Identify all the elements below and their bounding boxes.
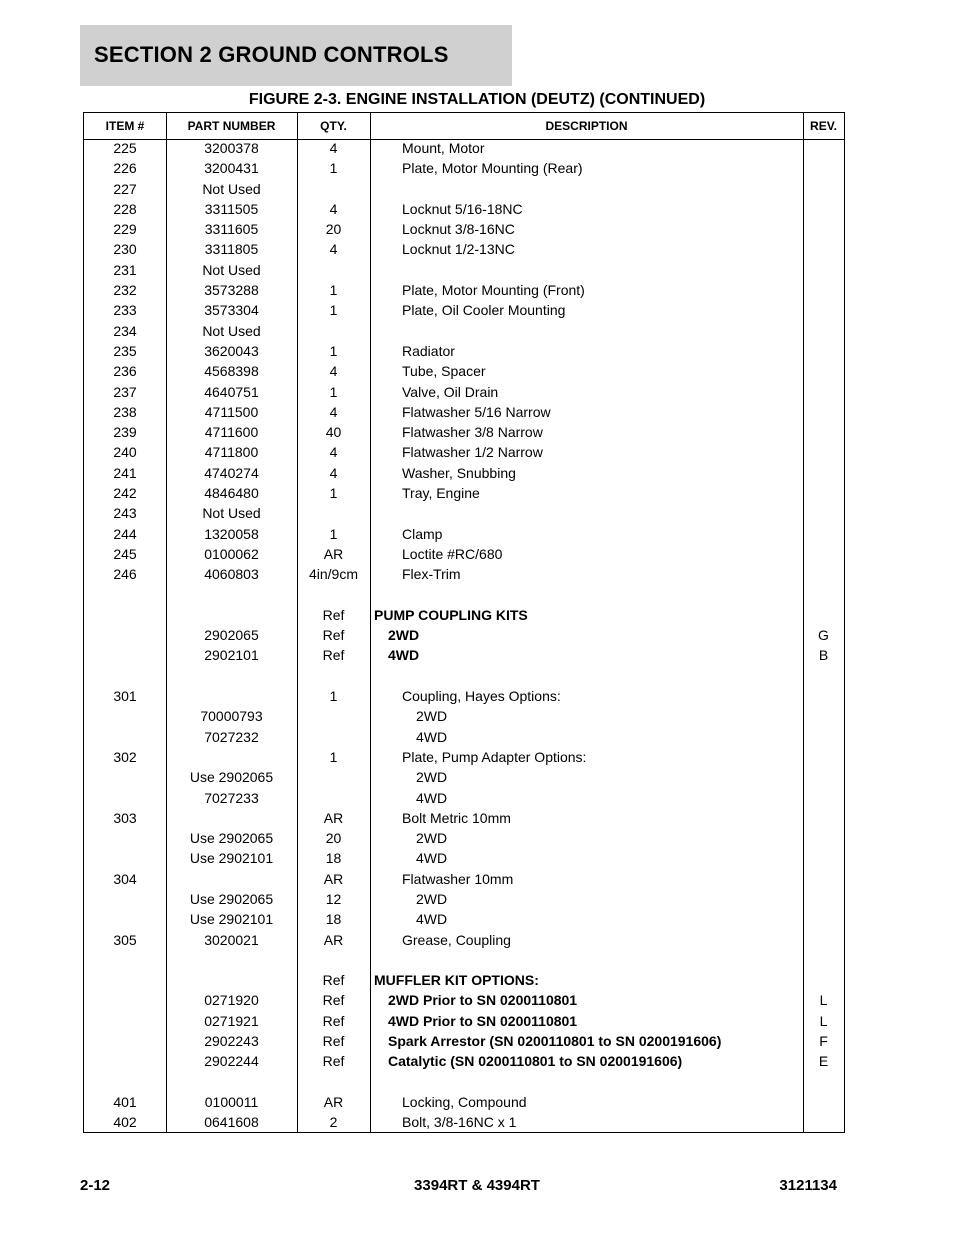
table-row: [84, 343, 844, 363]
description-cell: Catalytic (SN 0200110801 to SN 0200191606): [388, 1053, 683, 1070]
item-cell: 244: [113, 525, 137, 542]
part-number-cell: 4711600: [204, 424, 259, 441]
table-row: [84, 790, 844, 810]
parts-table: [83, 112, 845, 1133]
rev-cell: L: [819, 992, 828, 1009]
table-row: [84, 932, 844, 952]
part-number-cell: Not Used: [202, 180, 261, 197]
item-cell: 236: [113, 363, 137, 380]
table-row: [84, 485, 844, 505]
part-number-cell: 4640751: [204, 383, 259, 400]
rev-cell: B: [818, 647, 829, 664]
qty-cell: Ref: [322, 606, 345, 623]
table-row: [84, 566, 844, 586]
item-cell: 239: [113, 424, 137, 441]
table-row: [84, 160, 844, 180]
item-cell: 301: [113, 688, 137, 705]
description-cell: 4WD: [416, 789, 448, 806]
part-number-cell: 4568398: [204, 363, 259, 380]
part-number-cell: 3200378: [204, 140, 259, 156]
description-cell: 4WD: [388, 647, 420, 664]
description-cell: Flatwasher 1/2 Narrow: [402, 444, 543, 461]
description-cell: MUFFLER KIT OPTIONS:: [374, 972, 539, 989]
description-cell: 4WD: [416, 728, 448, 745]
table-row: [84, 241, 844, 261]
part-number-cell: 7027232: [204, 728, 259, 745]
qty-cell: 4: [329, 444, 338, 461]
qty-cell: AR: [323, 931, 344, 948]
description-cell: Clamp: [402, 525, 443, 542]
header-item: ITEM #: [105, 119, 145, 133]
part-number-cell: 4060803: [204, 566, 259, 583]
qty-cell: 18: [325, 911, 342, 928]
item-cell: 242: [113, 485, 137, 502]
table-row: [84, 850, 844, 870]
qty-cell: Ref: [322, 1033, 345, 1050]
description-cell: 2WD: [416, 769, 448, 786]
table-row: [84, 363, 844, 383]
table-row: [84, 647, 844, 667]
qty-cell: AR: [323, 545, 344, 562]
item-cell: 234: [113, 322, 137, 339]
description-cell: Locking, Compound: [402, 1093, 527, 1110]
description-cell: Flatwasher 3/8 Narrow: [402, 424, 543, 441]
table-row: [84, 505, 844, 525]
part-number-cell: 3020021: [204, 931, 259, 948]
table-row: [84, 729, 844, 749]
qty-cell: AR: [323, 870, 344, 887]
part-number-cell: 4846480: [204, 485, 259, 502]
table-row: [84, 181, 844, 201]
part-number-cell: 7027233: [204, 789, 259, 806]
qty-cell: 1: [329, 383, 338, 400]
item-cell: 226: [113, 160, 137, 177]
table-row: [84, 323, 844, 343]
description-cell: Plate, Oil Cooler Mounting: [402, 302, 566, 319]
table-row: [84, 972, 844, 992]
item-cell: 402: [113, 1114, 137, 1131]
part-number-cell: 3311605: [204, 221, 259, 238]
table-row: [84, 404, 844, 424]
item-cell: 241: [113, 464, 137, 481]
item-cell: 303: [113, 809, 137, 826]
description-cell: Plate, Motor Mounting (Front): [402, 282, 585, 299]
description-cell: Bolt, 3/8-16NC x 1: [402, 1114, 517, 1131]
part-number-cell: 3573288: [204, 282, 259, 299]
qty-cell: 4: [329, 464, 338, 481]
table-row: [84, 607, 844, 627]
table-row: [84, 221, 844, 241]
description-cell: 2WD: [416, 708, 448, 725]
qty-cell: Ref: [322, 647, 345, 664]
header-part-number: PART NUMBER: [187, 119, 276, 133]
description-cell: Locknut 1/2-13NC: [402, 241, 515, 258]
qty-cell: AR: [323, 1093, 344, 1110]
table-row: [84, 810, 844, 830]
section-banner: [80, 25, 512, 86]
item-cell: 231: [113, 261, 137, 278]
qty-cell: 40: [325, 424, 342, 441]
table-row: [84, 668, 844, 688]
description-cell: Radiator: [402, 342, 455, 359]
part-number-cell: 3200431: [204, 160, 259, 177]
part-number-cell: 0100062: [204, 545, 259, 562]
rev-cell: F: [819, 1033, 828, 1050]
item-cell: 228: [113, 200, 137, 217]
table-row: [84, 1013, 844, 1033]
table-row: [84, 526, 844, 546]
part-number-cell: Not Used: [202, 261, 261, 278]
item-cell: 401: [113, 1093, 137, 1110]
table-row: [84, 1094, 844, 1114]
table-row: [84, 1114, 844, 1134]
qty-cell: 12: [325, 890, 342, 907]
description-cell: Valve, Oil Drain: [402, 383, 499, 400]
item-cell: 227: [113, 180, 137, 197]
table-row: [84, 587, 844, 607]
footer-page-number: 2-12: [80, 1177, 111, 1194]
part-number-cell: 0271920: [204, 992, 259, 1009]
table-row: [84, 140, 844, 160]
part-number-cell: 0100011: [204, 1093, 259, 1110]
description-cell: Spark Arrestor (SN 0200110801 to SN 0200191606): [388, 1033, 722, 1050]
table-row: [84, 302, 844, 322]
item-cell: 240: [113, 444, 137, 461]
table-row: [84, 1053, 844, 1073]
part-number-cell: 3620043: [204, 342, 259, 359]
item-cell: 232: [113, 282, 137, 299]
table-row: [84, 546, 844, 566]
item-cell: 235: [113, 342, 137, 359]
table-row: [84, 992, 844, 1012]
description-cell: Locknut 5/16-18NC: [402, 200, 523, 217]
part-number-cell: Use 2902065: [189, 769, 274, 786]
description-cell: 2WD Prior to SN 0200110801: [388, 992, 578, 1009]
part-number-cell: 1320058: [204, 525, 259, 542]
table-row: [84, 1033, 844, 1053]
footer-doc-number: 3121134: [779, 1177, 837, 1194]
table-row: [84, 891, 844, 911]
description-cell: PUMP COUPLING KITS: [374, 606, 528, 623]
table-row: [84, 465, 844, 485]
description-cell: Flex-Trim: [402, 566, 461, 583]
qty-cell: Ref: [322, 627, 345, 644]
qty-cell: 1: [329, 688, 338, 705]
description-cell: Coupling, Hayes Options:: [402, 688, 561, 705]
description-cell: Plate, Pump Adapter Options:: [402, 748, 587, 765]
qty-cell: Ref: [322, 1053, 345, 1070]
description-cell: Grease, Coupling: [402, 931, 511, 948]
part-number-cell: 2902065: [204, 627, 259, 644]
description-cell: 4WD Prior to SN 0200110801: [388, 1012, 578, 1029]
qty-cell: 20: [325, 221, 342, 238]
header-qty: QTY.: [320, 119, 347, 133]
part-number-cell: 3311805: [204, 241, 259, 258]
rev-cell: G: [818, 627, 829, 644]
table-row: [84, 444, 844, 464]
item-cell: 246: [113, 566, 137, 583]
qty-cell: Ref: [322, 992, 345, 1009]
qty-cell: 1: [329, 525, 338, 542]
table-body: [84, 140, 844, 1135]
rev-cell: E: [818, 1053, 829, 1070]
part-number-cell: 0641608: [204, 1114, 259, 1131]
qty-cell: 1: [329, 160, 338, 177]
footer-model: 3394RT & 4394RT: [414, 1177, 540, 1194]
qty-cell: 1: [329, 748, 338, 765]
description-cell: Flatwasher 10mm: [402, 870, 514, 887]
part-number-cell: 3311505: [204, 200, 259, 217]
table-row: [84, 708, 844, 728]
part-number-cell: Use 2902101: [189, 911, 274, 928]
part-number-cell: 70000793: [200, 708, 263, 725]
description-cell: Tube, Spacer: [402, 363, 486, 380]
qty-cell: Ref: [322, 972, 345, 989]
item-cell: 230: [113, 241, 137, 258]
part-number-cell: 2902244: [204, 1053, 259, 1070]
table-row: [84, 952, 844, 972]
description-cell: Plate, Motor Mounting (Rear): [402, 160, 583, 177]
qty-cell: 1: [329, 485, 338, 502]
qty-cell: 4: [329, 403, 338, 420]
part-number-cell: 3573304: [204, 302, 259, 319]
header-description: DESCRIPTION: [545, 119, 628, 133]
description-cell: Locknut 3/8-16NC: [402, 221, 515, 238]
description-cell: 2WD: [416, 890, 448, 907]
item-cell: 237: [113, 383, 137, 400]
item-cell: 243: [113, 505, 137, 522]
part-number-cell: Not Used: [202, 505, 261, 522]
qty-cell: AR: [323, 809, 344, 826]
item-cell: 302: [113, 748, 137, 765]
qty-cell: Ref: [322, 1012, 345, 1029]
description-cell: Mount, Motor: [402, 140, 485, 156]
qty-cell: 20: [325, 830, 342, 847]
description-cell: Tray, Engine: [402, 485, 480, 502]
item-cell: 305: [113, 931, 137, 948]
part-number-cell: Use 2902101: [189, 850, 274, 867]
figure-title: FIGURE 2-3. ENGINE INSTALLATION (DEUTZ) (CONTINUED): [248, 91, 706, 108]
section-title: SECTION 2 GROUND CONTROLS: [94, 42, 449, 67]
qty-cell: 4: [329, 200, 338, 217]
description-cell: Bolt Metric 10mm: [402, 809, 511, 826]
part-number-cell: Use 2902065: [189, 890, 274, 907]
description-cell: 4WD: [416, 911, 448, 928]
part-number-cell: 2902101: [204, 647, 259, 664]
table-row: [84, 871, 844, 891]
table-row: [84, 911, 844, 931]
table-row: [84, 749, 844, 769]
description-cell: Flatwasher 5/16 Narrow: [402, 403, 551, 420]
table-row: [84, 424, 844, 444]
table-row: [84, 262, 844, 282]
part-number-cell: 2902243: [204, 1033, 259, 1050]
qty-cell: 4: [329, 140, 338, 156]
table-row: [84, 384, 844, 404]
table-row: [84, 282, 844, 302]
part-number-cell: Use 2902065: [189, 830, 274, 847]
part-number-cell: 4740274: [204, 464, 259, 481]
qty-cell: 1: [329, 302, 338, 319]
description-cell: 2WD: [388, 627, 420, 644]
header-rev: REV.: [810, 119, 837, 133]
table-row: [84, 1074, 844, 1094]
description-cell: Washer, Snubbing: [402, 464, 516, 481]
table-row: [84, 769, 844, 789]
qty-cell: 18: [325, 850, 342, 867]
item-cell: 233: [113, 302, 137, 319]
part-number-cell: 0271921: [204, 1012, 259, 1029]
description-cell: 2WD: [416, 830, 448, 847]
item-cell: 225: [113, 140, 137, 156]
qty-cell: 4in/9cm: [308, 566, 359, 583]
item-cell: 238: [113, 403, 137, 420]
description-cell: Loctite #RC/680: [402, 545, 503, 562]
qty-cell: 4: [329, 363, 338, 380]
table-row: [84, 830, 844, 850]
table-row: [84, 688, 844, 708]
item-cell: 229: [113, 221, 137, 238]
table-row: [84, 627, 844, 647]
part-number-cell: Not Used: [202, 322, 261, 339]
part-number-cell: 4711800: [204, 444, 259, 461]
qty-cell: 1: [329, 342, 338, 359]
rev-cell: L: [819, 1012, 828, 1029]
qty-cell: 1: [329, 282, 338, 299]
qty-cell: 2: [329, 1114, 338, 1131]
item-cell: 304: [113, 870, 137, 887]
qty-cell: 4: [329, 241, 338, 258]
table-row: [84, 201, 844, 221]
part-number-cell: 4711500: [204, 403, 259, 420]
item-cell: 245: [113, 545, 137, 562]
description-cell: 4WD: [416, 850, 448, 867]
